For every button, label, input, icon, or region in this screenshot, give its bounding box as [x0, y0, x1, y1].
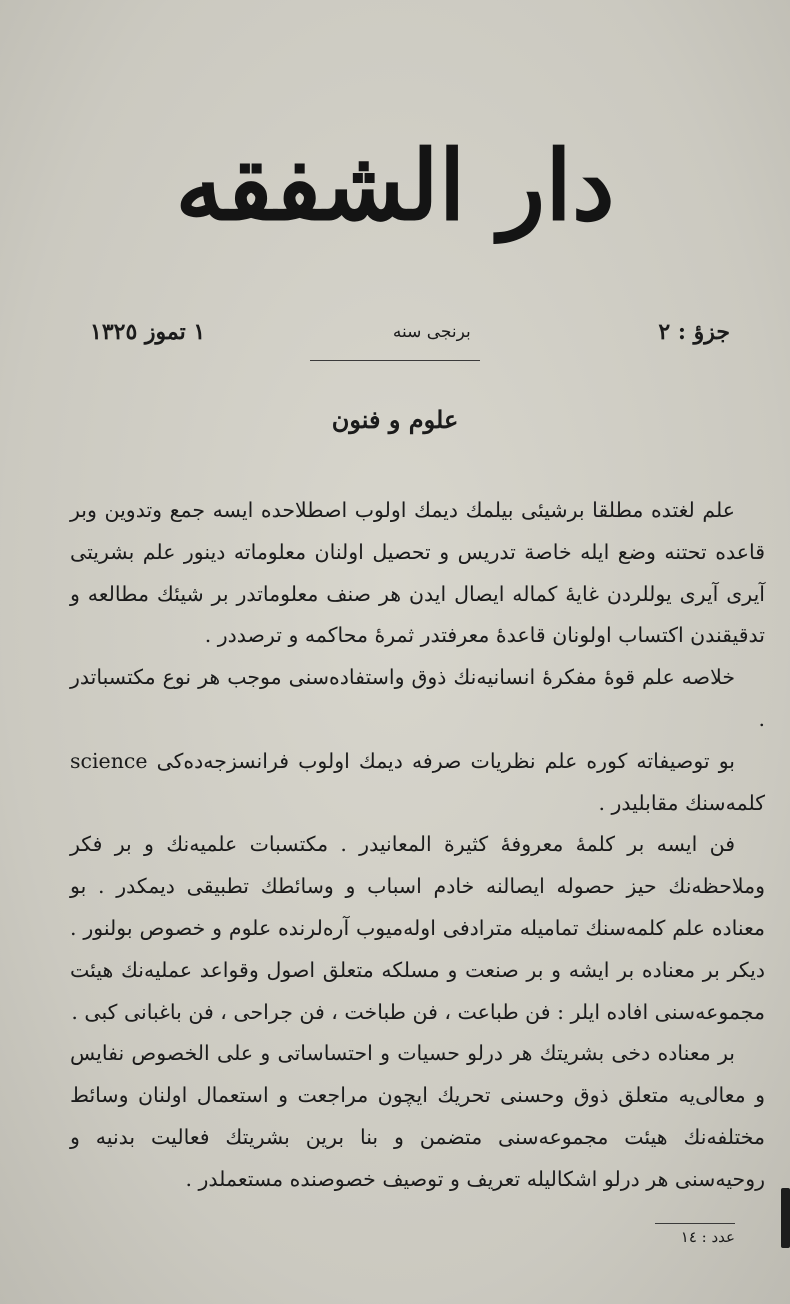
issue-number: جزؤ : ٢: [658, 319, 730, 345]
masthead: [0, 100, 790, 290]
paragraph: بو توصیفاته کوره علم نظریات صرفه دیمك اولوب فرانسزجه‌ده‌کی science کلمه‌سنك مقابلیدر .: [70, 748, 765, 815]
section-title: علوم و فنون: [331, 405, 459, 434]
paragraph: علم لغتده مطلقا برشیئی بیلمك دیمك اولوب اصطلاحده ایسه جمع وتدوین وبر قاعده تحتنه وضع ایله خاصة تدریس و تحصیل اولنان معلوماته دینور علم بشریتی آیری آیری یوللردن غایهٔ کماله ایصال ایدن هر صنف معلوماتدر بر شیئك مطالعه و تدقیقندن اکتساب اولونان قاعدهٔ معرفتدر ثمرهٔ محاکمه و ترصددر .: [70, 498, 765, 648]
header-divider: [310, 360, 480, 361]
paragraph: فن ایسه بر کلمهٔ معروفهٔ کثیرة المعانیدر . مکتسبات علمیه‌نك و بر فکر وملاحظه‌نك حیز حصوله ایصالنه خادم اسباب و وسائطك تطبیقی دیمکدر . بو معناده علم کلمه‌سنك تمامیله مترادفی اوله‌میوب آره‌لرنده علوم و خصوص بولنور . دیکر بر معناده بر ایشه و بر صنعت و مسلکه متعلق اصول وقواعد عملیه‌نك هیئت مجموعه‌سنی افاده ایلر : فن طباعت ، فن طباخت ، فن جراحی ، فن باغبانی کبی .: [70, 832, 765, 1024]
issue-info-row: [90, 312, 730, 352]
article-body: [70, 490, 765, 1201]
footer-divider: [655, 1223, 735, 1224]
issue-date: ١ تموز ١٣٢٥: [90, 319, 206, 345]
masthead-title: دار الشفقه: [175, 129, 615, 242]
binding-edge-mark: [781, 1188, 790, 1248]
paragraph: خلاصه علم قوهٔ مفکرهٔ انسانیه‌نك ذوق واستفاده‌سنی موجب هر نوع مکتسباتدر .: [70, 665, 765, 731]
footer-number: عدد : ١٤: [680, 1228, 735, 1246]
volume-year: برنجی سنه: [392, 322, 471, 342]
paragraph: بر معناده دخی بشریتك هر درلو حسیات و احتساساتی و علی الخصوص نفایس و معالی‌یه متعلق ذوق وحسنی تحریك ایچون مراجعت و استعمال اولنان وسائط مختلفه‌نك هیئت مجموعه‌سنی متضمن و بنا برین بشریتك فعالیت بدنیه و روحیه‌سنی هر درلو اشکالیله تعریف و توصیف خصوصنده مستعملدر .: [70, 1041, 765, 1191]
